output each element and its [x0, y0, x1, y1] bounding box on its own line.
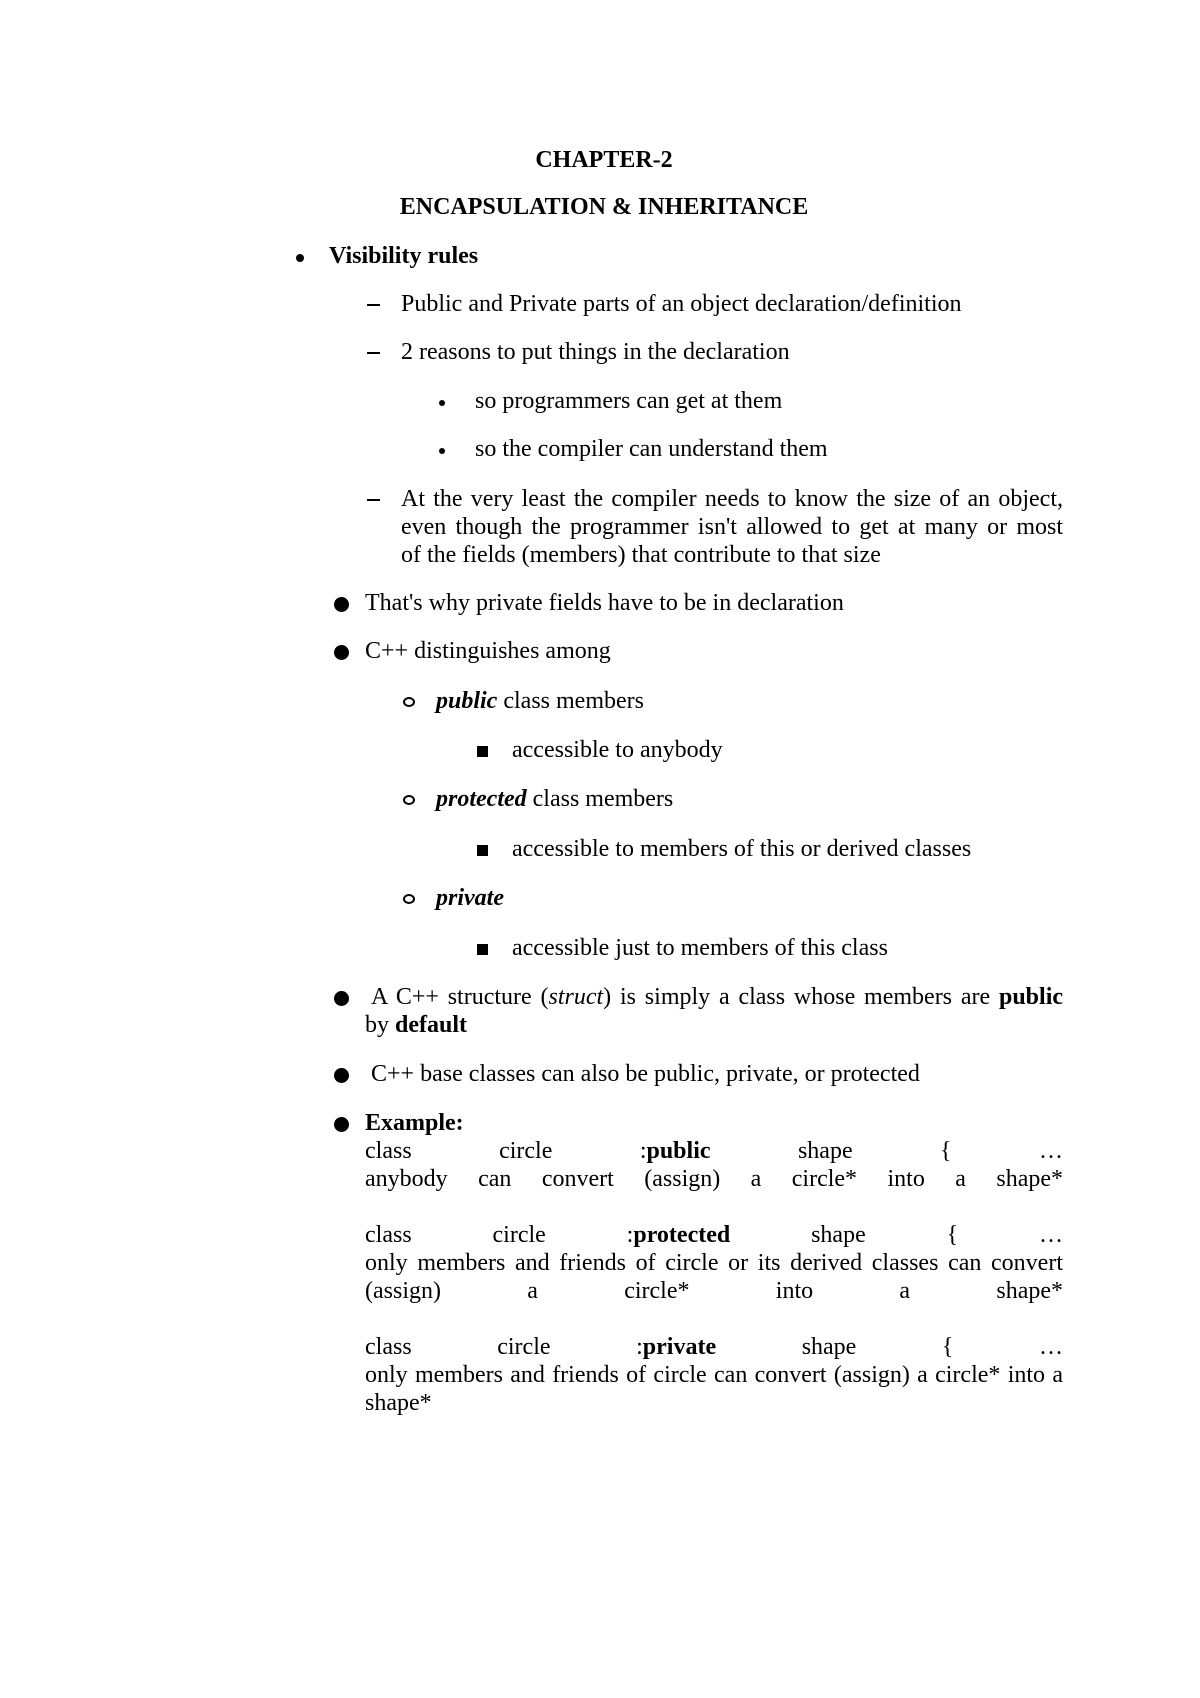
access-keyword: protected [633, 1222, 731, 1248]
example-explanation-line: anybody can convert (assign) a circle* into a shape* [365, 1166, 1063, 1192]
example-explanation-line: only members and friends of circle or its derived classes can convert [365, 1250, 1063, 1276]
struct-note-paragraph [365, 983, 1063, 1039]
access-label: class members [532, 786, 674, 812]
access-keyword: private [436, 885, 504, 911]
access-detail: accessible to members of this or derived classes [512, 836, 972, 862]
dash-icon [367, 499, 380, 501]
struct-keyword: struct [548, 984, 604, 1010]
default-keyword: default [395, 1012, 467, 1038]
paragraph-line: At the very least the compiler needs to know the size of an object, [401, 486, 1063, 512]
base-classes-point: C++ base classes can also be public, private, or protected [371, 1061, 920, 1087]
chapter-title: ENCAPSULATION & INHERITANCE [399, 194, 809, 220]
access-private-item [436, 884, 504, 912]
access-protected-item [436, 785, 673, 813]
struct-text-mid: ) is simply a class whose members are [603, 984, 991, 1010]
ring-bullet-icon [403, 697, 415, 707]
ring-bullet-icon [403, 894, 415, 904]
square-bullet-icon [477, 845, 488, 856]
paragraph-line [365, 1011, 1063, 1039]
ring-bullet-icon [403, 795, 415, 805]
blank-line [365, 1193, 1063, 1221]
example-declaration-public [365, 1137, 1063, 1165]
size-note-paragraph [401, 485, 1063, 569]
disc-bullet-icon [334, 991, 349, 1006]
example-heading: Example: [365, 1110, 464, 1136]
reason-item: so the compiler can understand them [475, 436, 828, 462]
declaration-end: shape { … [797, 1138, 1063, 1164]
chapter-label: CHAPTER-2 [535, 147, 673, 173]
example-explanation-line: only members and friends of circle can convert (assign) a circle* into a [365, 1362, 1063, 1388]
example-explanation-line: shape* [365, 1390, 432, 1416]
why-private-point: That's why private fields have to be in declaration [365, 590, 844, 616]
declaration-end: shape { … [811, 1222, 1064, 1248]
access-detail: accessible to anybody [512, 737, 723, 763]
disc-bullet-icon [334, 1068, 349, 1083]
disc-bullet-icon [334, 1117, 349, 1132]
declaration-start: class circle : [365, 1222, 634, 1248]
example-declaration-protected [365, 1221, 1063, 1249]
visibility-reasons-intro: 2 reasons to put things in the declaration [401, 339, 790, 365]
example-declaration-private [365, 1333, 1063, 1361]
access-label: class members [503, 688, 644, 714]
paragraph-line [365, 983, 1063, 1011]
distinguishes-point: C++ distinguishes among [365, 638, 611, 664]
visibility-heading: Visibility rules [329, 243, 479, 269]
example-block [365, 1109, 1063, 1417]
public-keyword: public [998, 984, 1064, 1010]
square-bullet-icon [477, 746, 488, 757]
reason-item: so programmers can get at them [475, 388, 783, 414]
access-keyword: private [642, 1334, 717, 1360]
paragraph-line: of the fields (members) that contribute to that size [401, 542, 881, 568]
example-explanation-line: (assign) a circle* into a shape* [365, 1278, 1063, 1304]
struct-text-start: A C++ structure ( [371, 984, 549, 1010]
visibility-parts: Public and Private parts of an object declaration/definition [401, 291, 962, 317]
declaration-start: class circle : [365, 1138, 647, 1164]
struct-text-by: by [365, 1012, 389, 1038]
bullet-icon [439, 400, 445, 406]
disc-bullet-icon [334, 597, 349, 612]
access-keyword: public [436, 688, 498, 714]
bullet-icon [296, 254, 304, 262]
access-public-item [436, 687, 644, 715]
blank-line [365, 1305, 1063, 1333]
declaration-start: class circle : [365, 1334, 643, 1360]
access-detail: accessible just to members of this class [512, 935, 888, 961]
access-keyword: public [646, 1138, 711, 1164]
paragraph-line: even though the programmer isn't allowed to get at many or most [401, 514, 1063, 540]
disc-bullet-icon [334, 645, 349, 660]
bullet-icon [439, 448, 445, 454]
square-bullet-icon [477, 944, 488, 955]
access-keyword: protected [436, 786, 527, 812]
declaration-end: shape { … [801, 1334, 1064, 1360]
dash-icon [367, 304, 380, 306]
dash-icon [367, 352, 380, 354]
